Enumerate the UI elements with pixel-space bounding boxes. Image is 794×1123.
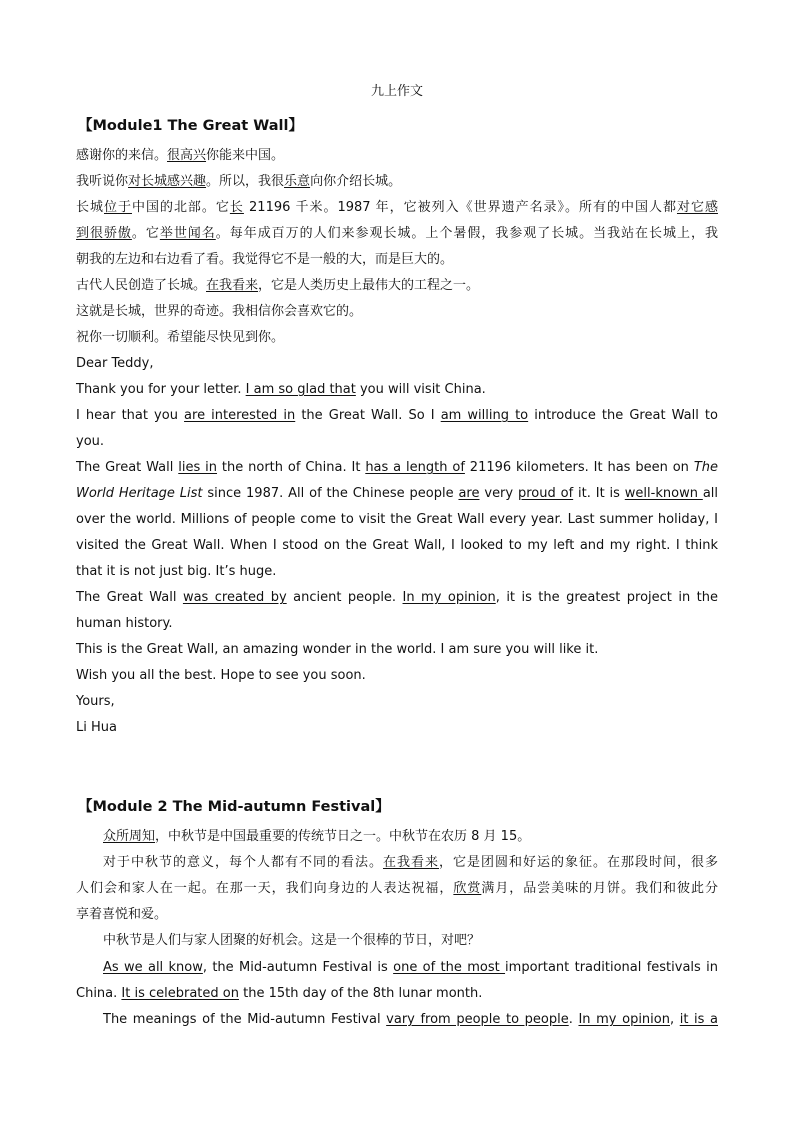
text-span: you. xyxy=(76,434,105,449)
text-span: very xyxy=(479,486,518,501)
key-phrase: In my opinion xyxy=(578,1012,670,1027)
text-span: it. It is xyxy=(573,486,625,501)
text-span: 向你介绍长城。 xyxy=(310,174,402,189)
text-span: 古代人民创造了长城。 xyxy=(76,278,207,293)
text-span: 对于中秋节的意义，每个人都有不同的看法。 xyxy=(103,855,383,870)
cn-line xyxy=(76,143,718,169)
book-title-italic: The xyxy=(693,460,718,475)
text-span: 21196 千米。1987 年，它被列入《世界遗产名录》。所有的中国人都 xyxy=(243,200,677,215)
text-span: 享着喜悦和爱。 xyxy=(76,907,168,922)
key-phrase: has a length of xyxy=(365,460,465,475)
text-span: ancient people. xyxy=(286,590,403,605)
cn-line xyxy=(76,169,718,195)
text-span: I hear that you xyxy=(76,408,185,423)
text-span: 中秋节是人们与家人团聚的好机会。这是一个很棒的节日，对吧？ xyxy=(103,933,481,948)
key-phrase: 在我看来 xyxy=(382,855,439,870)
en-line xyxy=(76,955,718,981)
en-line xyxy=(76,637,718,663)
text-span: ，它是人类历史上最伟大的工程之一。 xyxy=(258,278,480,293)
text-span: . xyxy=(568,1012,579,1027)
module2-chinese-text xyxy=(76,824,718,954)
text-span: the 15th day of the 8th lunar month. xyxy=(238,986,483,1001)
en-line xyxy=(76,1007,718,1033)
book-title-italic: World Heritage List xyxy=(76,486,203,501)
cn-line xyxy=(76,195,718,221)
cn-line xyxy=(76,850,718,876)
key-phrase: one of the most xyxy=(393,960,506,975)
cn-line xyxy=(76,824,718,850)
text-span: Li Hua xyxy=(76,720,117,735)
text-span: 21196 kilometers. It has been on xyxy=(464,460,694,475)
cn-line xyxy=(76,247,718,273)
text-span: Dear Teddy, xyxy=(76,356,154,371)
key-phrase: 在我看来 xyxy=(206,278,259,293)
text-span: over the world. Millions of people come to visit the Great Wall every year. Last summer holiday, I xyxy=(76,512,718,527)
text-span: Wish you all the best. Hope to see you soon. xyxy=(76,668,366,683)
key-phrase: 举世闻名 xyxy=(159,226,216,241)
text-span: human history. xyxy=(76,616,173,631)
text-span: important traditional festivals in xyxy=(505,960,718,975)
key-phrase: In my opinion xyxy=(402,590,496,605)
text-span: visited the Great Wall. When I stood on the Great Wall, I looked to my left and my right. I think xyxy=(76,538,718,553)
en-line xyxy=(76,507,718,533)
en-line xyxy=(76,455,718,481)
text-span: 我听说你 xyxy=(76,174,129,189)
en-line xyxy=(76,663,718,689)
text-span: ，中秋节是中国最重要的传统节日之一。中秋节在农历 8 月 15。 xyxy=(155,829,531,844)
module1-english-text xyxy=(76,351,718,741)
text-span: 。每年成百万的人们来参观长城。上个暑假，我参观了长城。当我站在长城上，我 xyxy=(215,226,718,241)
en-line xyxy=(76,481,718,507)
key-phrase: 对它感 xyxy=(676,200,718,215)
key-phrase: As we all know xyxy=(103,960,203,975)
key-phrase: 对长城感兴趣 xyxy=(128,174,207,189)
key-phrase: are xyxy=(458,486,480,501)
text-span: 祝你一切顺利。希望能尽快见到你。 xyxy=(76,330,285,345)
text-span: 。所以，我很 xyxy=(206,174,285,189)
key-phrase: 位于 xyxy=(103,200,132,215)
module1-heading: 【Module1 The Great Wall】 xyxy=(78,118,303,134)
key-phrase: are interested in xyxy=(184,408,296,423)
key-phrase: 众所周知 xyxy=(103,829,156,844)
en-line xyxy=(76,351,718,377)
text-span: Thank you for your letter. xyxy=(76,382,246,397)
key-phrase: was created by xyxy=(182,590,287,605)
key-phrase: well-known xyxy=(624,486,703,501)
en-line xyxy=(76,981,718,1007)
cn-line xyxy=(76,221,718,247)
key-phrase: 很高兴 xyxy=(167,148,207,163)
text-span: since 1987. All of the Chinese people xyxy=(202,486,459,501)
cn-line xyxy=(76,299,718,325)
text-span: the Great Wall. So I xyxy=(295,408,441,423)
en-line xyxy=(76,715,718,741)
key-phrase: it is a xyxy=(679,1012,719,1027)
cn-line xyxy=(76,876,718,902)
text-span: 感谢你的来信。 xyxy=(76,148,168,163)
en-line xyxy=(76,429,718,455)
cn-line xyxy=(76,325,718,351)
module2-english-text xyxy=(76,955,718,1033)
cn-line xyxy=(76,273,718,299)
key-phrase: 欣赏 xyxy=(453,881,482,896)
text-span: 中国的北部。它 xyxy=(131,200,230,215)
text-span: introduce the Great Wall to xyxy=(528,408,718,423)
module2-heading: 【Module 2 The Mid-autumn Festival】 xyxy=(78,799,390,815)
document-title: 九上作文 xyxy=(370,84,423,99)
text-span: 长城 xyxy=(76,200,104,215)
en-line xyxy=(76,585,718,611)
text-span: you will visit China. xyxy=(355,382,486,397)
text-span: Yours, xyxy=(76,694,115,709)
text-span: 。它 xyxy=(131,226,160,241)
key-phrase: vary from people to people xyxy=(386,1012,569,1027)
text-span: , it is the greatest project in the xyxy=(495,590,718,605)
key-phrase: 到很骄傲 xyxy=(76,226,132,241)
text-span: the north of China. It xyxy=(217,460,366,475)
en-line xyxy=(76,611,718,637)
key-phrase: I am so glad that xyxy=(245,382,356,397)
en-line xyxy=(76,403,718,429)
key-phrase: 乐意 xyxy=(284,174,311,189)
en-line xyxy=(76,559,718,585)
en-line xyxy=(76,377,718,403)
cn-line xyxy=(76,928,718,954)
text-span: China. xyxy=(76,986,122,1001)
text-span: that it is not just big. It’s huge. xyxy=(76,564,277,579)
text-span: ，它是团圆和好运的象征。在那段时间，很多 xyxy=(438,855,718,870)
text-span: , xyxy=(669,1012,680,1027)
en-line xyxy=(76,533,718,559)
module1-chinese-text xyxy=(76,143,718,351)
key-phrase: It is celebrated on xyxy=(121,986,239,1001)
text-span: 你能来中国。 xyxy=(206,148,285,163)
text-span: 这就是长城，世界的奇迹。我相信你会喜欢它的。 xyxy=(76,304,363,319)
key-phrase: 长 xyxy=(229,200,244,215)
cn-line xyxy=(76,902,718,928)
text-span: , the Mid-autumn Festival is xyxy=(202,960,394,975)
key-phrase: proud of xyxy=(517,486,574,501)
text-span: This is the Great Wall, an amazing wonder in the world. I am sure you will like it. xyxy=(76,642,599,657)
text-span: The meanings of the Mid-autumn Festival xyxy=(103,1012,387,1027)
text-span: The Great Wall xyxy=(76,460,179,475)
en-line xyxy=(76,689,718,715)
text-span: The Great Wall xyxy=(76,590,183,605)
text-span: 满月，品尝美味的月饼。我们和彼此分 xyxy=(481,881,718,896)
key-phrase: lies in xyxy=(178,460,218,475)
text-span: all xyxy=(702,486,719,501)
text-span: 人们会和家人在一起。在那一天，我们向身边的人表达祝福， xyxy=(76,881,454,896)
text-span: 朝我的左边和右边看了看。我觉得它不是一般的大，而是巨大的。 xyxy=(76,252,454,267)
key-phrase: am willing to xyxy=(440,408,529,423)
